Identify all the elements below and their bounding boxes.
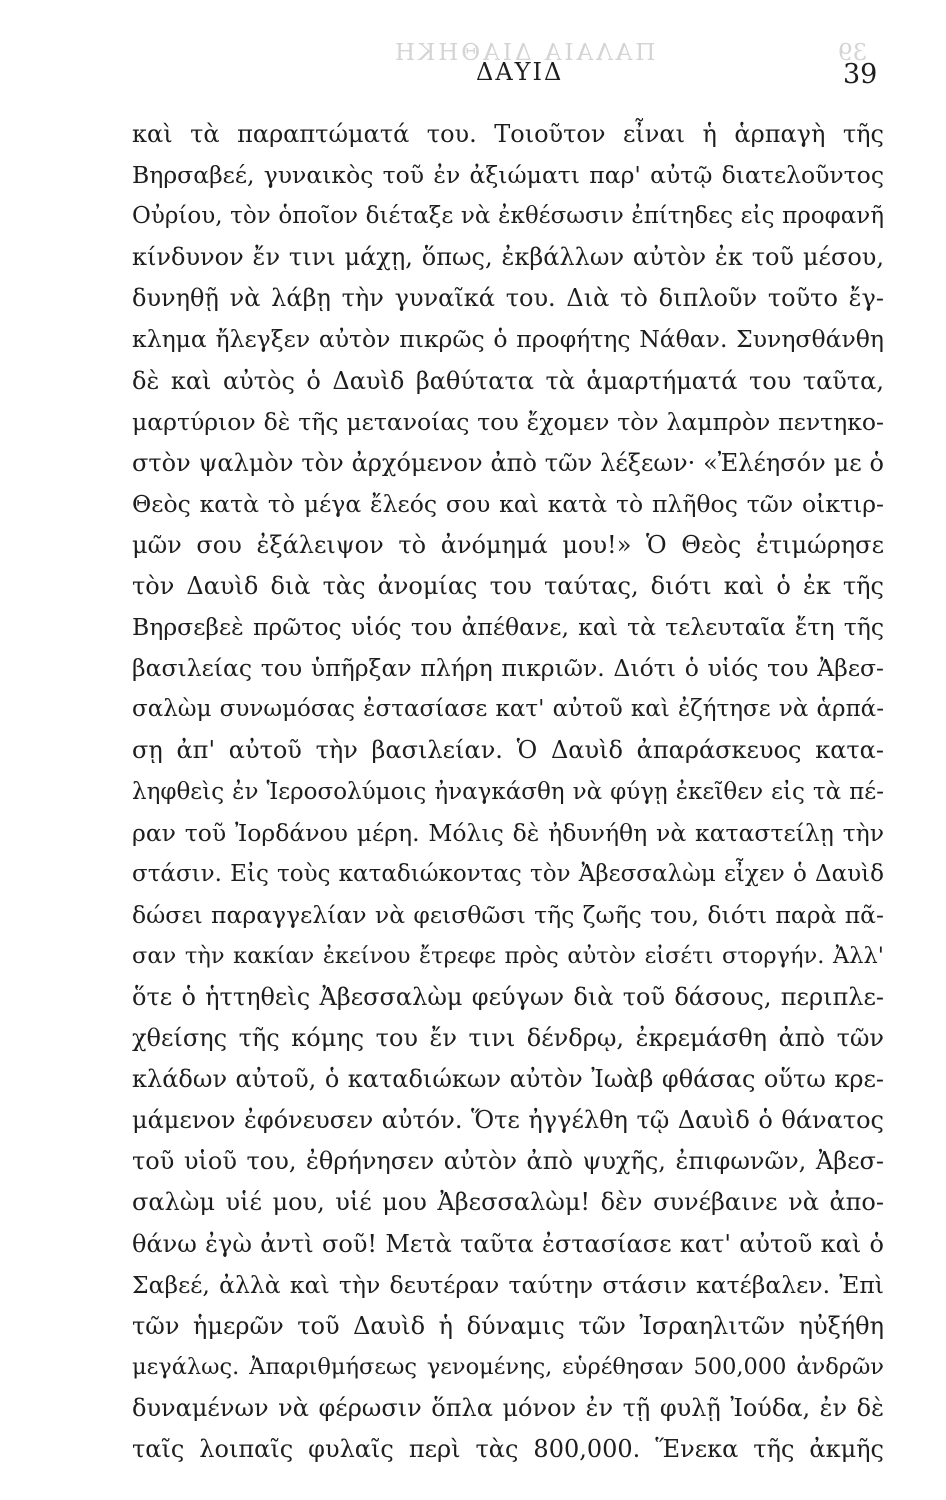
text-line: τῶν ἡμερῶν τοῦ Δαυὶδ ἡ δύναμις τῶν Ἰσραηλιτῶν ηὐξήθη — [132, 1311, 884, 1340]
text-line: δυναμένων νὰ φέρωσιν ὅπλα μόνον ἐν τῇ φυλῇ Ἰούδα, ἐν δὲ — [132, 1393, 884, 1422]
text-line: σῃ ἀπ' αὐτοῦ τὴν βασιλείαν. Ὁ Δαυὶδ ἀπαράσκευος κατα- — [132, 736, 884, 765]
bleed-through-page-number: 39 — [838, 40, 868, 66]
text-line: σαλὼμ υἱέ μου, υἱέ μου Ἀβεσσαλὼμ! δὲν συνέβαινε νὰ ἀπο- — [132, 1188, 884, 1217]
text-line: Οὐρίου, τὸν ὁποῖον διέταξε νὰ ἐκθέσωσιν ἐπίτηδες εἰς προφανῆ — [132, 203, 884, 230]
text-line: ραν τοῦ Ἰορδάνου μέρη. Μόλις δὲ ἠδυνήθη νὰ καταστείλῃ τὴν — [132, 818, 884, 847]
text-line: κλημα ἤλεγξεν αὐτὸν πικρῶς ὁ προφήτης Νάθαν. Συνησθάνθη — [132, 325, 884, 354]
text-line: θάνω ἐγὼ ἀντὶ σοῦ! Μετὰ ταῦτα ἐστασίασε κατ' αὐτοῦ καὶ ὁ — [132, 1229, 884, 1258]
text-line: καὶ τὰ παραπτώματά του. Τοιοῦτον εἶναι ἡ ἁρπαγὴ τῆς — [132, 120, 884, 148]
text-line: Βηρσαβεέ, γυναικὸς τοῦ ἐν ἀξιώματι παρ' αὐτῷ διατελοῦντος — [132, 161, 884, 190]
running-head: ΔΑΥΙΔ — [476, 58, 564, 86]
text-line: μαρτύριον δὲ τῆς μετανοίας του ἔχομεν τὸν λαμπρὸν πεντηκο- — [132, 407, 884, 436]
text-line: στὸν ψαλμὸν τὸν ἀρχόμενον ἀπὸ τῶν λέξεων· «Ἐλέησόν με ὁ — [132, 448, 884, 477]
text-line: στάσιν. Εἰς τοὺς καταδιώκοντας τὸν Ἀβεσσαλὼμ εἶχεν ὁ Δαυὶδ — [132, 860, 884, 887]
text-line: ληφθεὶς ἐν Ἱεροσολύμοις ἠναγκάσθη νὰ φύγῃ ἐκεῖθεν εἰς τὰ πέ- — [132, 778, 884, 805]
text-line: δὲ καὶ αὐτὸς ὁ Δαυὶδ βαθύτατα τὰ ἁμαρτήματά του ταῦτα, — [132, 366, 884, 395]
text-line: μάμενον ἐφόνευσεν αὐτόν. Ὅτε ἠγγέλθη τῷ Δαυὶδ ὁ θάνατος — [132, 1106, 884, 1135]
text-line: κίνδυνον ἔν τινι μάχῃ, ὅπως, ἐκβάλλων αὐτὸν ἐκ τοῦ μέσου, — [132, 243, 884, 272]
text-line: σαν τὴν κακίαν ἐκείνου ἔτρεφε πρὸς αὐτὸν εἰσέτι στοργήν. Ἀλλ' — [132, 942, 884, 969]
page-number: 39 — [843, 59, 878, 90]
text-line: δυνηθῇ νὰ λάβῃ τὴν γυναῖκά του. Διὰ τὸ διπλοῦν τοῦτο ἔγ- — [132, 284, 884, 313]
text-line: βασιλείας του ὑπῆρξαν πλήρη πικριῶν. Διότι ὁ υἱός του Ἀβεσ- — [132, 654, 884, 683]
text-line: ταῖς λοιπαῖς φυλαῖς περὶ τὰς 800,000. Ἕνεκα τῆς ἀκμῆς — [132, 1435, 884, 1463]
text-line: δώσει παραγγελίαν νὰ φεισθῶσι τῆς ζωῆς του, διότι παρὰ πᾶ- — [132, 900, 884, 929]
body-text — [132, 114, 884, 1470]
text-line: Βηρσεβεὲ πρῶτος υἱός του ἀπέθανε, καὶ τὰ τελευταῖα ἔτη τῆς — [132, 613, 884, 642]
text-line: ὅτε ὁ ἡττηθεὶς Ἀβεσσαλὼμ φεύγων διὰ τοῦ δάσους, περιπλε- — [132, 982, 884, 1011]
text-line: μεγάλως. Ἀπαριθμήσεως γενομένης, εὑρέθησαν 500,000 ἀνδρῶν — [132, 1353, 884, 1380]
text-line: μῶν σου ἐξάλειψον τὸ ἀνόμημά μου!» Ὁ Θεὸς ἐτιμώρησε — [132, 530, 884, 559]
text-line: τοῦ υἱοῦ του, ἐθρήνησεν αὐτὸν ἀπὸ ψυχῆς, ἐπιφωνῶν, Ἀβεσ- — [132, 1147, 884, 1176]
bleed-through-heading: ΠΑΛΑΙΑ ΔΙΑΘΗΚΗ — [392, 40, 656, 66]
text-line: Θεὸς κατὰ τὸ μέγα ἔλεός σου καὶ κατὰ τὸ πλῆθος τῶν οἰκτιρ- — [132, 489, 884, 518]
text-line: τὸν Δαυὶδ διὰ τὰς ἀνομίας του ταύτας, διότι καὶ ὁ ἐκ τῆς — [132, 572, 884, 601]
text-line: κλάδων αὐτοῦ, ὁ καταδιώκων αὐτὸν Ἰωὰβ φθάσας οὕτω κρε- — [132, 1065, 884, 1094]
text-line: σαλὼμ συνωμόσας ἐστασίασε κατ' αὐτοῦ καὶ ἐζήτησε νὰ ἁρπά- — [132, 696, 884, 723]
text-line: Σαβεέ, ἀλλὰ καὶ τὴν δευτέραν ταύτην στάσιν κατέβαλεν. Ἐπὶ — [132, 1270, 884, 1299]
text-line: χθείσης τῆς κόμης του ἔν τινι δένδρῳ, ἐκρεμάσθη ἀπὸ τῶν — [132, 1024, 884, 1053]
